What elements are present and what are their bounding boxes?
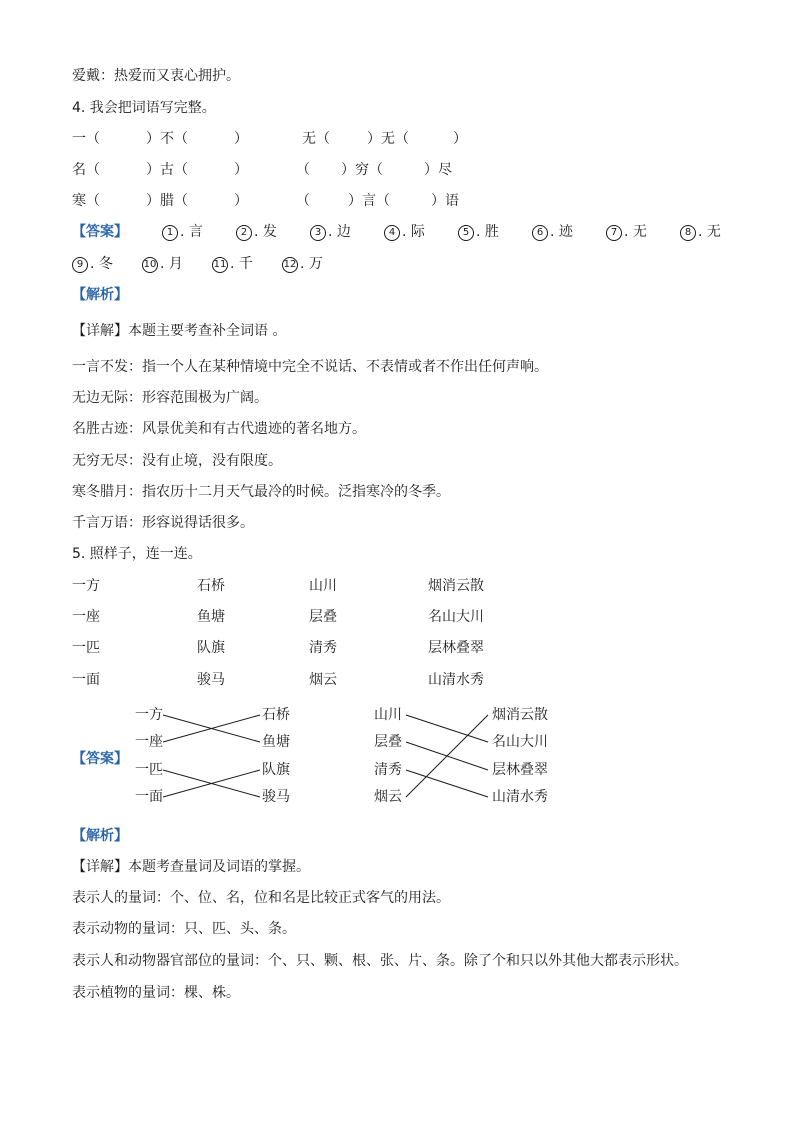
- match-word: 烟云: [374, 789, 402, 805]
- q4-cell: 寒（: [72, 193, 100, 209]
- explanation-line: 表示人的量词：个、位、名，位和名是比较正式客气的用法。: [72, 890, 450, 906]
- detail-line: 【详解】本题主要考查补全词语 。: [72, 323, 287, 339]
- q4-cell: ）无（: [367, 131, 409, 147]
- grid-word: 烟云: [309, 672, 337, 688]
- q4-cell: 无（: [302, 131, 330, 147]
- explanation-line: 表示动物的量词：只、匹、头、条。: [72, 921, 296, 937]
- circled-number: 1: [162, 225, 178, 241]
- circled-number: 11: [212, 257, 228, 273]
- circled-number: 12: [282, 257, 298, 273]
- analysis-tag: 【解析】: [72, 828, 128, 844]
- grid-word: 山清水秀: [428, 672, 484, 688]
- match-line: [406, 715, 488, 797]
- explanation-line: 名胜古迹：风景优美和有古代遗迹的著名地方。: [72, 421, 366, 437]
- match-word: 山川: [374, 707, 402, 723]
- grid-word: 一匹: [72, 640, 100, 656]
- grid-word: 山川: [309, 578, 337, 594]
- q4-cell: ）言（: [348, 193, 390, 209]
- circled-number: 5: [458, 225, 474, 241]
- grid-word: 队旗: [197, 640, 225, 656]
- match-word: 清秀: [374, 762, 402, 778]
- q5-title: 5. 照样子，连一连。: [72, 546, 202, 562]
- answer-text: . 万: [300, 256, 323, 272]
- grid-word: 烟消云散: [428, 578, 484, 594]
- q4-cell: （: [296, 193, 310, 209]
- top-line: 爱戴：热爱而又衷心拥护。: [72, 68, 240, 84]
- grid-word: 骏马: [197, 672, 225, 688]
- grid-word: 一面: [72, 672, 100, 688]
- q4-cell: ）: [234, 162, 248, 178]
- circled-number: 4: [384, 225, 400, 241]
- explanation-line: 一言不发：指一个人在某种情境中完全不说话、不表情或者不作出任何声响。: [72, 359, 548, 375]
- match-line: [406, 715, 488, 742]
- answer-text: . 千: [230, 256, 253, 272]
- circled-number: 6: [532, 225, 548, 241]
- match-word: 烟消云散: [492, 707, 548, 723]
- q4-cell: ）尽: [424, 162, 452, 178]
- circled-number: 2: [236, 225, 252, 241]
- match-word: 层叠: [374, 734, 402, 750]
- match-line: [406, 770, 488, 797]
- match-word: 石桥: [262, 707, 290, 723]
- q4-cell: ）腊（: [146, 193, 188, 209]
- q4-title: 4. 我会把词语写完整。: [72, 100, 216, 116]
- answer-text: . 月: [160, 256, 183, 272]
- match-word: 骏马: [262, 789, 290, 805]
- q4-cell: （: [296, 162, 310, 178]
- explanation-line: 无边无际：形容范围极为广阔。: [72, 390, 268, 406]
- match-word: 队旗: [262, 762, 290, 778]
- grid-word: 层叠: [309, 609, 337, 625]
- answer-text: . 边: [328, 224, 351, 240]
- explanation-line: 寒冬腊月：指农历十二月天气最冷的时候。泛指寒冷的冬季。: [72, 484, 450, 500]
- match-word: 鱼塘: [262, 734, 290, 750]
- q4-cell: 一（: [72, 131, 100, 147]
- explanation-line: 表示人和动物器官部位的量词：个、只、颗、根、张、片、条。除了个和只以外其他大都表示形状。: [72, 953, 688, 969]
- match-word: 一匹: [135, 762, 163, 778]
- match-word: 层林叠翠: [492, 762, 548, 778]
- answer-text: . 无: [698, 224, 721, 240]
- answer-tag: 【答案】: [72, 751, 128, 767]
- q4-cell: 名（: [72, 162, 100, 178]
- answer-text: . 际: [402, 224, 425, 240]
- circled-number: 3: [310, 225, 326, 241]
- explanation-line: 千言万语：形容说得话很多。: [72, 515, 254, 531]
- answer-text: . 言: [180, 224, 203, 240]
- grid-word: 石桥: [197, 578, 225, 594]
- answer-tag: 【答案】: [72, 224, 128, 240]
- match-word: 一方: [135, 707, 163, 723]
- answer-text: . 冬: [90, 256, 113, 272]
- grid-word: 一座: [72, 609, 100, 625]
- circled-number: 8: [680, 225, 696, 241]
- q4-cell: ）穷（: [341, 162, 383, 178]
- circled-number: 10: [142, 257, 158, 273]
- match-word: 名山大川: [492, 734, 548, 750]
- q4-cell: ）: [234, 193, 248, 209]
- match-word: 一面: [135, 789, 163, 805]
- circled-number: 9: [72, 257, 88, 273]
- circled-number: 7: [606, 225, 622, 241]
- q4-cell: ）语: [431, 193, 459, 209]
- answer-text: . 胜: [476, 224, 499, 240]
- q4-cell: ）不（: [146, 131, 188, 147]
- answer-text: . 迹: [550, 224, 573, 240]
- answer-text: . 发: [254, 224, 277, 240]
- q4-cell: ）古（: [146, 162, 188, 178]
- q4-cell: ）: [234, 131, 248, 147]
- q4-cell: ）: [453, 131, 467, 147]
- grid-word: 鱼塘: [197, 609, 225, 625]
- match-word: 一座: [135, 734, 163, 750]
- grid-word: 一方: [72, 578, 100, 594]
- grid-word: 名山大川: [428, 609, 484, 625]
- answer-text: . 无: [624, 224, 647, 240]
- explanation-line: 无穷无尽：没有止境，没有限度。: [72, 453, 282, 469]
- grid-word: 清秀: [309, 640, 337, 656]
- explanation-line: 表示植物的量词：棵、株。: [72, 985, 240, 1001]
- analysis-tag: 【解析】: [72, 287, 128, 303]
- match-word: 山清水秀: [492, 789, 548, 805]
- detail-line: 【详解】本题考查量词及词语的掌握。: [72, 859, 310, 875]
- grid-word: 层林叠翠: [428, 640, 484, 656]
